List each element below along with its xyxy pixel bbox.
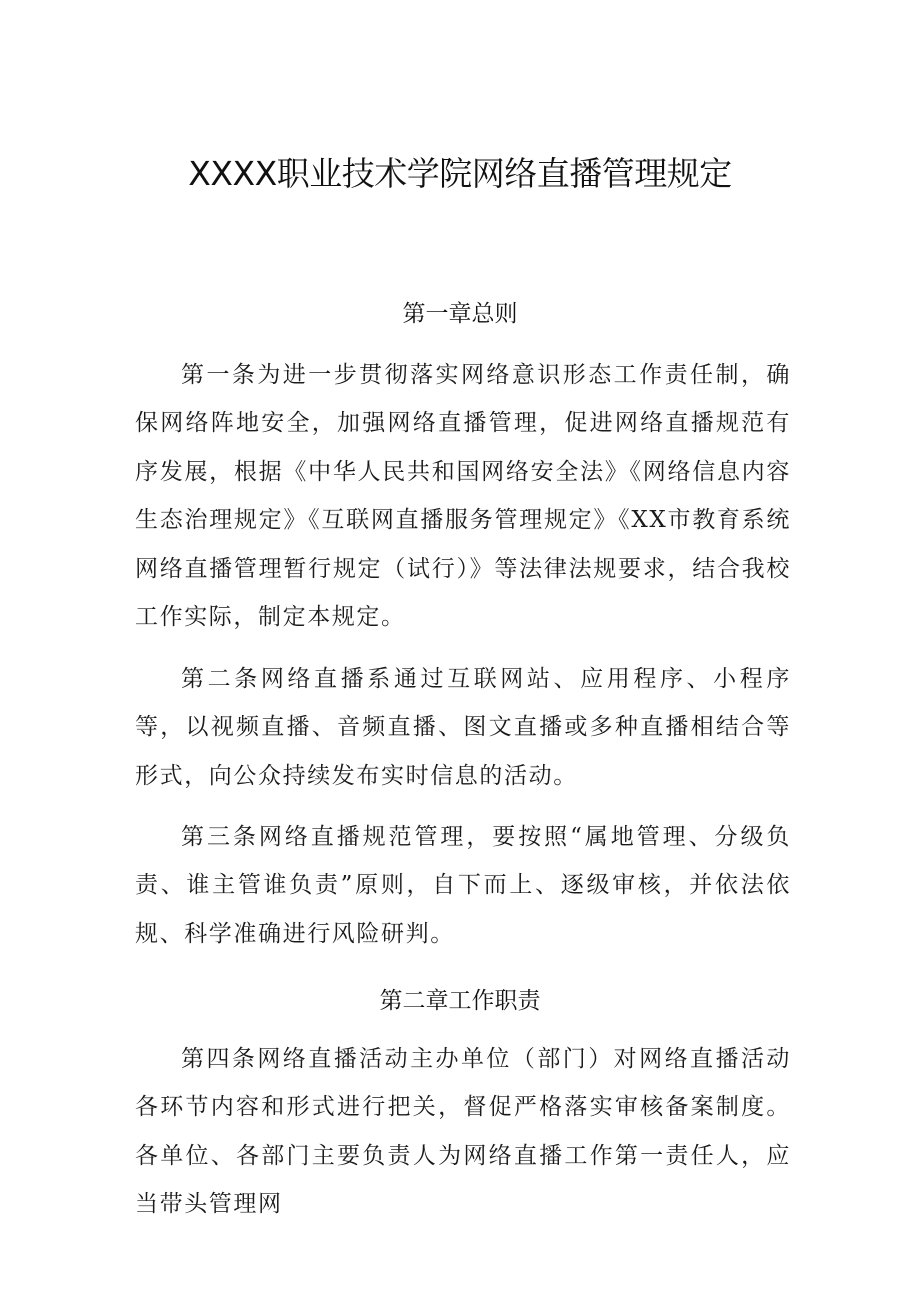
- document-title: XXXX职业技术学院网络直播管理规定: [188, 154, 732, 193]
- article-2-paragraph: 第二条网络直播系通过互联网站、应用程序、小程序等，以视频直播、音频直播、图文直播或多种直播相结合等形式，向公众持续发布实时信息的活动。: [135, 666, 791, 789]
- article-4-paragraph: 第四条网络直播活动主办单位（部门）对网络直播活动各环节内容和形式进行把关，督促严格落实审核备案制度。各单位、各部门主要负责人为网络直播工作第一责任人，应当带头管理网: [135, 1046, 791, 1218]
- article-1-paragraph: 第一条为进一步贯彻落实网络意识形态工作责任制，确保网络阵地安全，加强网络直播管理，促进网络直播规范有序发展，根据《中华人民共和国网络安全法》《网络信息内容生态治理规定》《互联网直播服务管理规定》《XX市教育系统网络直播管理暂行规定（试行）》等法律法规要求，结合我校工作实际，制定本规定。: [135, 362, 791, 631]
- chapter-heading-2: 第二章工作职责: [379, 988, 541, 1014]
- article-3-paragraph: 第三条网络直播规范管理，要按照“属地管理、分级负责、谁主管谁负责”原则，自下而上、逐级审核，并依法依规、科学准确进行风险研判。: [135, 824, 791, 947]
- chapter-heading-1: 第一章总则: [402, 301, 518, 327]
